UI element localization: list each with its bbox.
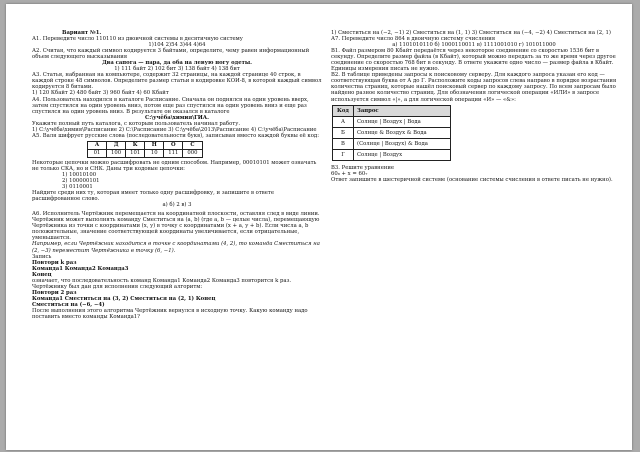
letter-cell: Д bbox=[107, 141, 126, 149]
task-a6-question: После выполнения этого алгоритма Чертёжник вернулся в исходную точку. Какую команду надо поставить вместо команды Команда1? bbox=[32, 307, 308, 321]
letter-cell: К bbox=[126, 141, 145, 149]
letter-row bbox=[88, 141, 203, 149]
query-table-header bbox=[333, 105, 451, 116]
task-b1: В1. Файл размером 80 Кбайт передаётся через некоторое соединение со скоростью 1536 бит в секунду. Определите размер файла (в Кбайт), который можно передать за то же время через другое соединение со скоростью 768 бит в секунду. В ответе укажите одно число — размер файла в Кбайт. Единицы измерения писать не нужно. bbox=[331, 48, 616, 73]
query-code: А bbox=[333, 116, 354, 127]
task-a6-means: означает, что последовательность команд Команда1 Команда2 Команда3 повторится k раз. bbox=[32, 277, 292, 284]
left-column bbox=[32, 30, 322, 320]
query-text: (Солнце | Воздух) & Вода bbox=[354, 138, 451, 149]
letter-cell: А bbox=[88, 141, 107, 149]
variant-title: Вариант №1. bbox=[62, 30, 102, 36]
right-column bbox=[331, 30, 617, 183]
task-a4-path: С:\учёба\химия\ГИА. bbox=[145, 114, 209, 121]
task-a5-options: а) б) 2 в) 3 bbox=[162, 202, 192, 209]
task-a1: А1. Переведите число 110110 из двоичной системы в десятичную систему bbox=[32, 36, 243, 43]
code-cell: 000 bbox=[183, 149, 202, 157]
code-chain: 1) 10010100 bbox=[62, 171, 97, 178]
query-header-query: Запрос bbox=[354, 105, 451, 116]
algorithm-line-3: Сместиться на (−6, −4) bbox=[32, 301, 105, 308]
task-b3-equation: 60₈ + x = 60₇ bbox=[331, 170, 368, 177]
task-a2-quote: Два сапога — пара, да оба на левую ногу одеты. bbox=[101, 60, 253, 67]
code-cell: 101 bbox=[126, 149, 145, 157]
code-row bbox=[88, 149, 203, 157]
task-b3-note: Ответ запишите в шестеричной системе (основание системы счисления в ответе писать не нужно). bbox=[331, 176, 613, 183]
task-a5: А5. Валя шифрует русские слова (последовательности букв), записывая вместо каждой буквы её код: bbox=[32, 132, 319, 139]
query-header-code: Код bbox=[333, 105, 354, 116]
letter-cell: Н bbox=[145, 141, 164, 149]
letter-cell: С bbox=[183, 141, 202, 149]
task-a3-options: 1) 120 Кбайт 2) 480 байт 3) 960 байт 4) 60 Кбайт bbox=[32, 90, 169, 97]
code-chain: 2) 100000101 bbox=[62, 177, 100, 184]
task-a4-question: Укажите полный путь каталога, с которым пользователь начинал работу. bbox=[32, 120, 241, 127]
task-a2-options: 1) 111 байт 2) 102 бит 3) 138 байт 4) 138 бит bbox=[114, 66, 240, 73]
task-b2: В2. В таблице приведены запросы к поисковому серверу. Для каждого запроса указан его код — соответствующая буква от А до Г. Расположите коды запросов слева направо в порядке возрастания количества страниц, которые нашёл поисковый сервер по каждому запросу. По всем запросам было найдено разное количество страниц. Для обозначения логической операции «ИЛИ» в запросе используется символ «|», а для логической операции «И» — «&»: bbox=[331, 72, 617, 103]
task-a5-question: Найдите среди них ту, которая имеет только одну расшифровку, и запишите в ответе расшифрованное слово. bbox=[32, 190, 274, 203]
algorithm-end: Конец bbox=[32, 271, 52, 278]
code-cell: 01 bbox=[88, 149, 107, 157]
query-code: Г bbox=[333, 149, 354, 160]
code-chain: 3) 0110001 bbox=[62, 184, 93, 191]
code-cell: 100 bbox=[107, 149, 126, 157]
algorithm-line-2: Команда1 Сместиться на (3, 2) Сместиться на (2, 1) Конец bbox=[32, 295, 216, 302]
algorithm-line-1: Повтори 2 раз bbox=[32, 289, 77, 296]
letter-cell: О bbox=[164, 141, 183, 149]
task-a6-given: Чертёжнику был дан для исполнения следующий алгоритм: bbox=[32, 283, 203, 290]
document-page bbox=[6, 4, 632, 450]
task-a4: А4. Пользователь находился в каталоге Расписание. Сначала он поднялся на один уровень вверх, затем спустился на один уровень вниз, потом еще раз спустился на один уровень вниз и еще раз спустился на один уровень вниз. В результате он оказался в каталоге bbox=[32, 96, 309, 115]
algorithm-commands: Команда1 Команда2 Команда3 bbox=[32, 265, 129, 272]
query-code: Б bbox=[333, 127, 354, 138]
code-cell: 111 bbox=[164, 149, 183, 157]
query-table bbox=[332, 105, 451, 161]
query-text: Солнце | Воздух bbox=[354, 149, 451, 160]
task-a6: А6. Исполнитель Чертёжник перемещается на координатной плоскости, оставляя след в виде линии. Чертёжник может выполнять команду Сместиться на (a, b) (где a, b — целые числа), перемещающую Чертёжника из точки с координатами (x, y) в точку с координатами (x + a, y + b). Если числа a, b положительные, значение соответствующей координаты увеличивается, если отрицательные, уменьшается. bbox=[32, 211, 320, 242]
task-b3: В3. Решите уравнение bbox=[331, 164, 395, 171]
letter-code-table bbox=[87, 141, 203, 158]
task-a7: А7. Переведите число 864 в двоичную систему счисления bbox=[331, 36, 496, 43]
code-cell: 10 bbox=[145, 149, 164, 157]
query-text: Солнце & Воздух & Вода bbox=[354, 127, 451, 138]
task-a3: А3. Статья, набранная на компьютере, содержит 32 страницы, на каждой странице 40 строк, в каждой строке 48 символов. Определите размер статьи в кодировке КОИ-8, в которой каждый символ кодируется 8 битами. bbox=[32, 72, 322, 91]
algorithm-repeat: Повтори k раз bbox=[32, 259, 77, 266]
task-a5-text: Некоторые цепочки можно расшифровать не одним способом. Например, 00010101 может означать не только СКА, но и СНК. Даны три кодовые цепочки: bbox=[32, 159, 317, 172]
task-a6-options: 1) Сместиться на (−2, −1) 2) Сместиться на (1, 1) 3) Сместиться на (−4, −2) 4) Сместиться на (2, 1) bbox=[331, 30, 611, 36]
query-row bbox=[333, 127, 451, 138]
task-a7-options: а) 1101010110 б) 1000110011 в) 1111001010 г) 101011000 bbox=[392, 42, 556, 49]
task-a4-options: 1) С:\учёба\химия\Расписание 2) С:\Расписание 3) С:\учёба\2013\Расписание 4) С:\учёба\Расписание bbox=[32, 126, 317, 133]
query-row bbox=[333, 116, 451, 127]
query-text: Солнце | Воздух | Вода bbox=[354, 116, 451, 127]
query-row bbox=[333, 149, 451, 160]
task-a6-write: Запись bbox=[32, 253, 52, 260]
task-a6-example: Например, если Чертёжник находится в точке с координатами (4, 2), то команда Сместиться на (2, −3) переместит Чертёжника в точку (6, −1). bbox=[32, 241, 320, 254]
task-a1-options: 1)104 2)54 3)44 4)64 bbox=[148, 42, 206, 49]
task-a2: А2. Считая, что каждый символ кодируется 3 байтами, определите, чему равен информационный объем следующего высказывания bbox=[32, 48, 310, 61]
query-row bbox=[333, 138, 451, 149]
query-code: В bbox=[333, 138, 354, 149]
